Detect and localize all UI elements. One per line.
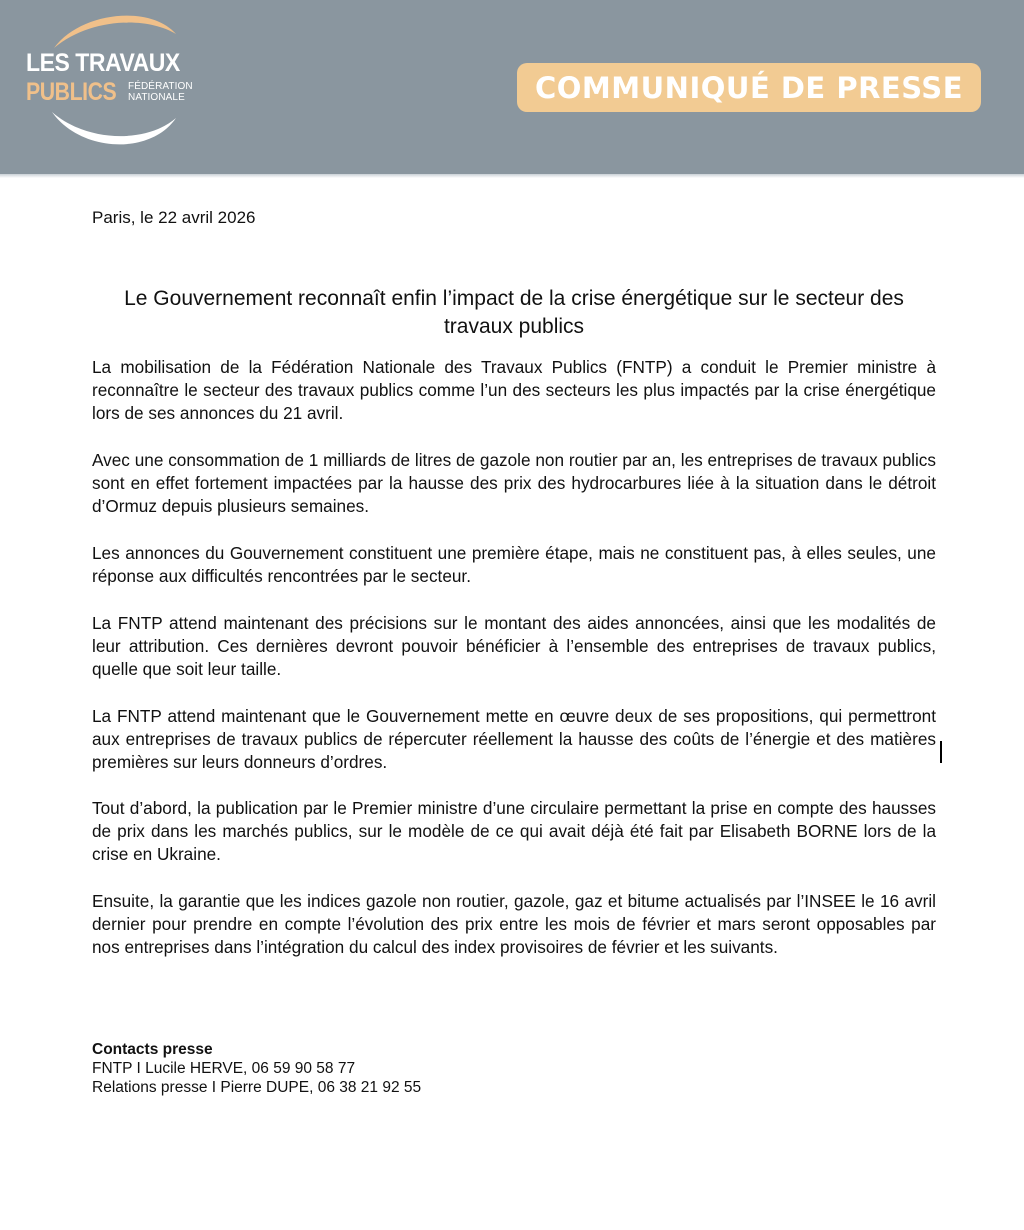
document-date: Paris, le 22 avril 2026 [92, 208, 256, 227]
press-contacts [92, 1040, 421, 1097]
logo-arc-bottom-icon [50, 108, 180, 152]
logo-subtitle [128, 81, 193, 103]
paragraph-2: Avec une consommation de 1 milliards de litres de gazole non routier par an, les entreprises de travaux publics sont en effet fortement impactées par la hausse des prix des hydrocarbures liée à la situation dans le détroit d’Ormuz depuis plusieurs semaines. [92, 450, 936, 516]
paragraph-3: Les annonces du Gouvernement constituent une première étape, mais ne constituent pas, à elles seules, une réponse aux difficultés rencontrées par le secteur. [92, 543, 936, 586]
paragraph-5: La FNTP attend maintenant que le Gouvernement mette en œuvre deux de ses propositions, qui permettront aux entreprises de travaux publics de répercuter réellement la hausse des coûts de l’énergie et des matières premières sur leurs donneurs d’ordres. [92, 706, 936, 772]
communique-de-presse-badge [517, 63, 981, 112]
header-divider [0, 174, 1024, 178]
text-cursor [940, 741, 942, 763]
paragraph-4: La FNTP attend maintenant des précisions sur le montant des aides annoncées, ainsi que les modalités de leur attribution. Ces dernières devront pouvoir bénéficier à l’ensemble des entreprises de travaux publics, quelle que soit leur taille. [92, 613, 936, 679]
paragraph-1: La mobilisation de la Fédération Nationale des Travaux Publics (FNTP) a conduit le Premier ministre à reconnaître le secteur des travaux publics comme l’un des secteurs les plus impactés par la crise énergétique lors de ses annonces du 21 avril. [92, 357, 936, 423]
badge-label: COMMUNIQUÉ DE PRESSE [534, 70, 964, 105]
contact-line-relations-presse: Relations presse I Pierre DUPE, 06 38 21 92 55 [92, 1079, 422, 1096]
contact-line-fntp: FNTP I Lucile HERVE, 06 59 90 58 77 [92, 1060, 356, 1077]
document-title: Le Gouvernement reconnaît enfin l’impact de la crise énergétique sur le secteur des travaux publics [124, 287, 904, 338]
fntp-logo [22, 8, 202, 158]
paragraph-6: Tout d’abord, la publication par le Premier ministre d’une circulaire permettant la prise en compte des hausses de prix dans les marchés publics, sur le modèle de ce qui avait déjà été fait par Elisabeth BORNE lors de la crise en Ukraine. [92, 798, 936, 864]
logo-subtitle-line1: FÉDÉRATION [128, 81, 193, 92]
logo-arc-top-icon [50, 10, 180, 50]
logo-subtitle-line2: NATIONALE [128, 92, 185, 103]
paragraph-7: Ensuite, la garantie que les indices gazole non routier, gazole, gaz et bitume actualisés par l’INSEE le 16 avril dernier pour prendre en compte l’évolution des prix entre les mois de février et mars seront opposables par nos entreprises dans l’intégration du calcul des index provisoires de février et les suivants. [92, 891, 936, 957]
logo-text-les-travaux: LES TRAVAUX [26, 49, 180, 77]
press-release-header [0, 0, 1024, 176]
contacts-heading: Contacts presse [92, 1041, 213, 1058]
logo-text-publics: PUBLICS [26, 78, 117, 106]
